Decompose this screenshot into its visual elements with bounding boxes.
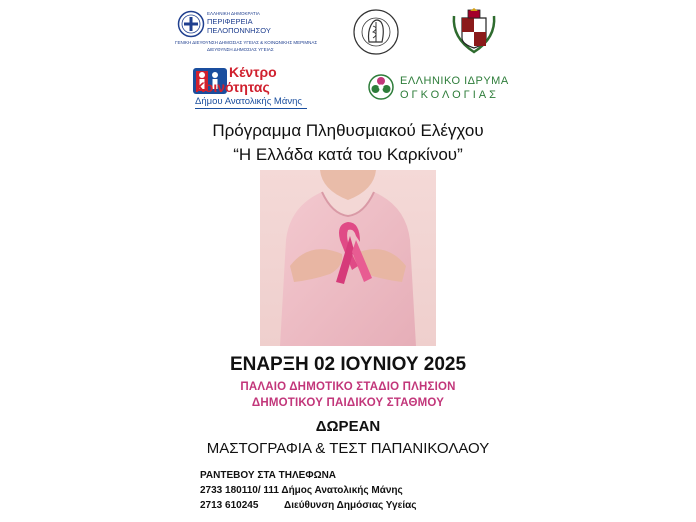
pink-ribbon-photo — [260, 170, 436, 346]
oncology-flower-icon — [368, 74, 394, 100]
kentro-line2: Κοινότητας — [195, 79, 270, 95]
medical-association-logo — [347, 8, 405, 56]
region-line1: ΕΛΛΗΝΙΚΗ ΔΗΜΟΚΡΑΤΙΑ — [207, 11, 260, 16]
oncology-foundation-logo — [368, 72, 509, 106]
program-title: Πρόγραμμα Πληθυσμιακού Ελέγχου — [212, 121, 484, 140]
location-line1: ΠΑΛΑΙΟ ΔΗΜΟΤΙΚΟ ΣΤΑΔΙΟ ΠΛΗΣΙΟΝ — [240, 381, 456, 393]
eio-line1: ΕΛΛΗΝΙΚΟ ΙΔΡΥΜΑ — [400, 75, 509, 87]
program-subtitle: “Η Ελλάδα κατά του Καρκίνου” — [233, 145, 463, 164]
woman-pink-ribbon-illustration — [260, 170, 436, 346]
kentro-divider — [195, 108, 307, 109]
community-center-logo — [193, 62, 313, 110]
kentro-line3: Δήμου Ανατολικής Μάνης — [195, 96, 302, 107]
greek-emblem-icon — [177, 10, 205, 38]
contact-heading: ΡΑΝΤΕΒΟΥ ΣΤΑ ΤΗΛΕΦΩΝΑ — [200, 470, 337, 481]
eio-line2: ΟΓΚΟΛΟΓΙΑΣ — [400, 89, 499, 101]
kentro-line1: Κέντρο — [229, 64, 277, 80]
church-crest-icon — [448, 8, 500, 56]
region-line4: ΓΕΝΙΚΗ ΔΙΕΥΘΥΝΣΗ ΔΗΜΟΣΙΑΣ ΥΓΕΙΑΣ & ΚΟΙΝΩΝΙΚΗΣ ΜΕΡΙΜΝΑΣ — [175, 40, 318, 45]
region-line3: ΠΕΛΟΠΟΝΝΗΣΟΥ — [207, 26, 271, 35]
region-line5: ΔΙΕΥΘΥΝΣΗ ΔΗΜΟΣΙΑΣ ΥΓΕΙΑΣ — [207, 47, 274, 52]
region-line2: ΠΕΡΙΦΕΡΕΙΑ — [207, 17, 253, 26]
church-emblem-logo — [448, 8, 500, 56]
contact-phone1: 2733 180110/ 111 Δήμος Ανατολικής Μάνης — [200, 485, 403, 496]
region-peloponnese-logo — [175, 8, 318, 56]
contact-dept2: Διεύθυνση Δημόσιας Υγείας — [284, 500, 417, 511]
free-label: ΔΩΡΕΑΝ — [315, 418, 381, 435]
location-line2: ΔΗΜΟΤΙΚΟΥ ΠΑΙΔΙΚΟΥ ΣΤΑΘΜΟΥ — [251, 397, 445, 409]
start-date: ΕΝΑΡΞΗ 02 ΙΟΥΝΙΟΥ 2025 — [229, 354, 467, 375]
tests-label: ΜΑΣΤΟΓΡΑΦΙΑ & ΤΕΣΤ ΠΑΠΑΝΙΚΟΛΑΟΥ — [206, 440, 490, 457]
medical-seal-icon — [347, 8, 405, 56]
contact-phone2: 2713 610245 — [200, 500, 259, 511]
